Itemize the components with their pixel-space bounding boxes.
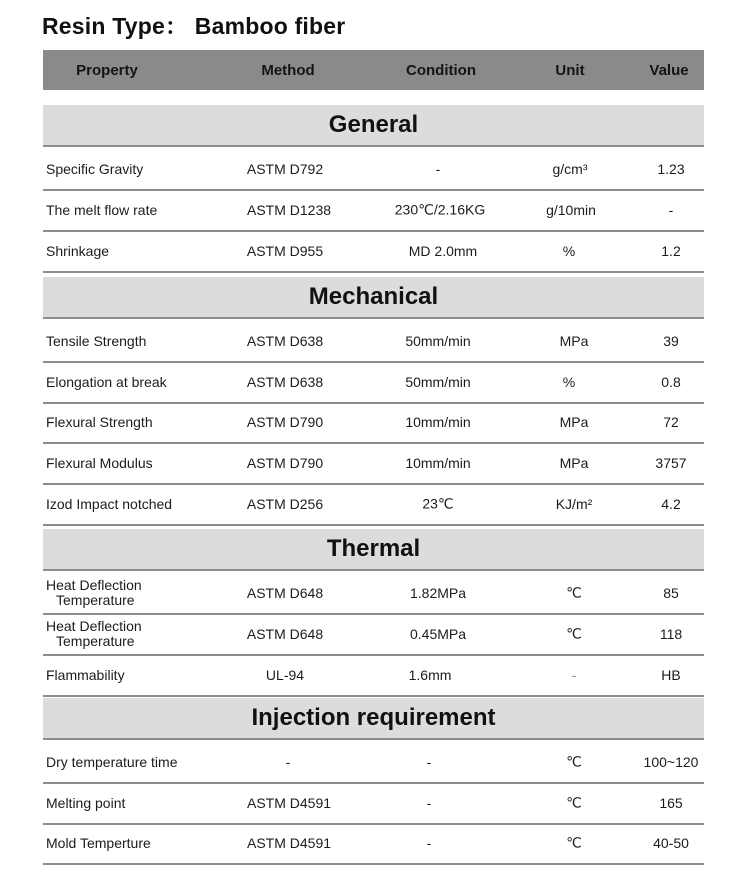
- table-row: [43, 823, 704, 865]
- table-row: [43, 362, 704, 404]
- table-header: [43, 50, 704, 90]
- row-unit: ℃: [566, 794, 582, 811]
- row-value: 4.2: [661, 496, 681, 512]
- table-row: [43, 190, 704, 232]
- row-condition: -: [426, 754, 432, 770]
- row-value: 39: [663, 333, 679, 349]
- row-method: -: [285, 754, 291, 770]
- row-property: [46, 619, 142, 649]
- header-condition: Condition: [406, 61, 476, 79]
- header-method: Method: [261, 61, 315, 79]
- row-method: ASTM D638: [246, 374, 324, 390]
- row-property: The melt flow rate: [46, 202, 158, 218]
- row-condition: 50mm/min: [405, 333, 471, 349]
- row-unit: g/10min: [546, 202, 596, 218]
- row-value: 85: [663, 585, 679, 601]
- row-property: Flexural Modulus: [46, 455, 153, 471]
- row-unit: MPa: [559, 414, 589, 430]
- row-unit: ℃: [566, 584, 582, 601]
- row-property: Specific Gravity: [46, 161, 144, 177]
- row-condition: 1.82MPa: [409, 585, 467, 601]
- section-mechanical: Mechanical: [43, 277, 704, 319]
- header-property: Property: [76, 61, 138, 79]
- table-row: [43, 573, 704, 615]
- table-row: [43, 783, 704, 825]
- row-property: Dry temperature time: [46, 754, 178, 770]
- row-unit: -: [571, 667, 577, 683]
- row-property: [46, 578, 142, 608]
- table-row: [43, 231, 704, 273]
- row-value: 100~120: [643, 754, 699, 770]
- row-method: UL-94: [265, 667, 305, 683]
- row-method: ASTM D4591: [246, 835, 332, 851]
- row-property: Flexural Strength: [46, 414, 153, 430]
- table-row: [43, 402, 704, 444]
- row-value: 1.23: [657, 161, 685, 177]
- row-unit: KJ/m²: [555, 496, 593, 512]
- row-condition: 230℃/2.16KG: [394, 201, 486, 218]
- row-method: ASTM D648: [246, 585, 324, 601]
- page-title: Resin Type： Bamboo fiber: [42, 13, 346, 39]
- row-condition: -: [435, 161, 441, 177]
- row-condition: 1.6mm: [408, 667, 452, 683]
- row-condition: 50mm/min: [405, 374, 471, 390]
- row-property-line2: Temperature: [56, 592, 135, 608]
- row-property-line2: Temperature: [56, 633, 135, 649]
- row-condition: 10mm/min: [405, 455, 471, 471]
- row-method: ASTM D790: [246, 455, 324, 471]
- section-injection-requirement: Injection requirement: [43, 698, 704, 740]
- row-condition: 10mm/min: [405, 414, 471, 430]
- row-method: ASTM D638: [246, 333, 324, 349]
- row-condition: 23℃: [422, 495, 454, 512]
- row-method: ASTM D1238: [246, 202, 332, 218]
- row-value: 165: [659, 795, 683, 811]
- table-row: [43, 614, 704, 656]
- row-value: 72: [663, 414, 679, 430]
- row-value: HB: [661, 667, 681, 683]
- row-property: Mold Temperture: [46, 835, 151, 851]
- table-row: [43, 321, 704, 363]
- row-condition: -: [426, 835, 432, 851]
- row-property-line1: Heat Deflection: [46, 618, 142, 634]
- row-condition: 0.45MPa: [409, 626, 467, 642]
- row-unit: %: [562, 243, 576, 259]
- row-value: 0.8: [661, 374, 681, 390]
- section-thermal: Thermal: [43, 529, 704, 571]
- row-method: ASTM D256: [246, 496, 324, 512]
- row-property-line1: Heat Deflection: [46, 577, 142, 593]
- row-condition: MD 2.0mm: [408, 243, 478, 259]
- row-value: 1.2: [661, 243, 681, 259]
- row-unit: ℃: [566, 753, 582, 770]
- table-row: [43, 149, 704, 191]
- row-value: 3757: [655, 455, 687, 471]
- row-unit: %: [562, 374, 576, 390]
- header-unit: Unit: [555, 61, 585, 79]
- row-property: Tensile Strength: [46, 333, 147, 349]
- row-property: Izod Impact notched: [46, 496, 173, 512]
- row-value: -: [668, 202, 674, 218]
- row-condition: -: [426, 795, 432, 811]
- row-property: Shrinkage: [46, 243, 110, 259]
- row-unit: ℃: [566, 834, 582, 851]
- row-unit: ℃: [566, 625, 582, 642]
- row-unit: MPa: [559, 455, 589, 471]
- table-row: [43, 742, 704, 784]
- header-value: Value: [649, 61, 689, 79]
- row-method: ASTM D648: [246, 626, 324, 642]
- row-method: ASTM D790: [246, 414, 324, 430]
- row-unit: g/cm³: [552, 161, 588, 177]
- table-row: [43, 443, 704, 485]
- row-method: ASTM D955: [246, 243, 324, 259]
- table-row: [43, 484, 704, 526]
- row-value: 118: [659, 626, 683, 642]
- row-value: 40-50: [653, 835, 689, 851]
- row-property: Flammability: [46, 667, 125, 683]
- table-row: [43, 655, 704, 697]
- row-property: Elongation at break: [46, 374, 167, 390]
- row-method: ASTM D792: [246, 161, 324, 177]
- row-unit: MPa: [559, 333, 589, 349]
- row-property: Melting point: [46, 795, 126, 811]
- section-general: General: [43, 105, 704, 147]
- row-method: ASTM D4591: [246, 795, 332, 811]
